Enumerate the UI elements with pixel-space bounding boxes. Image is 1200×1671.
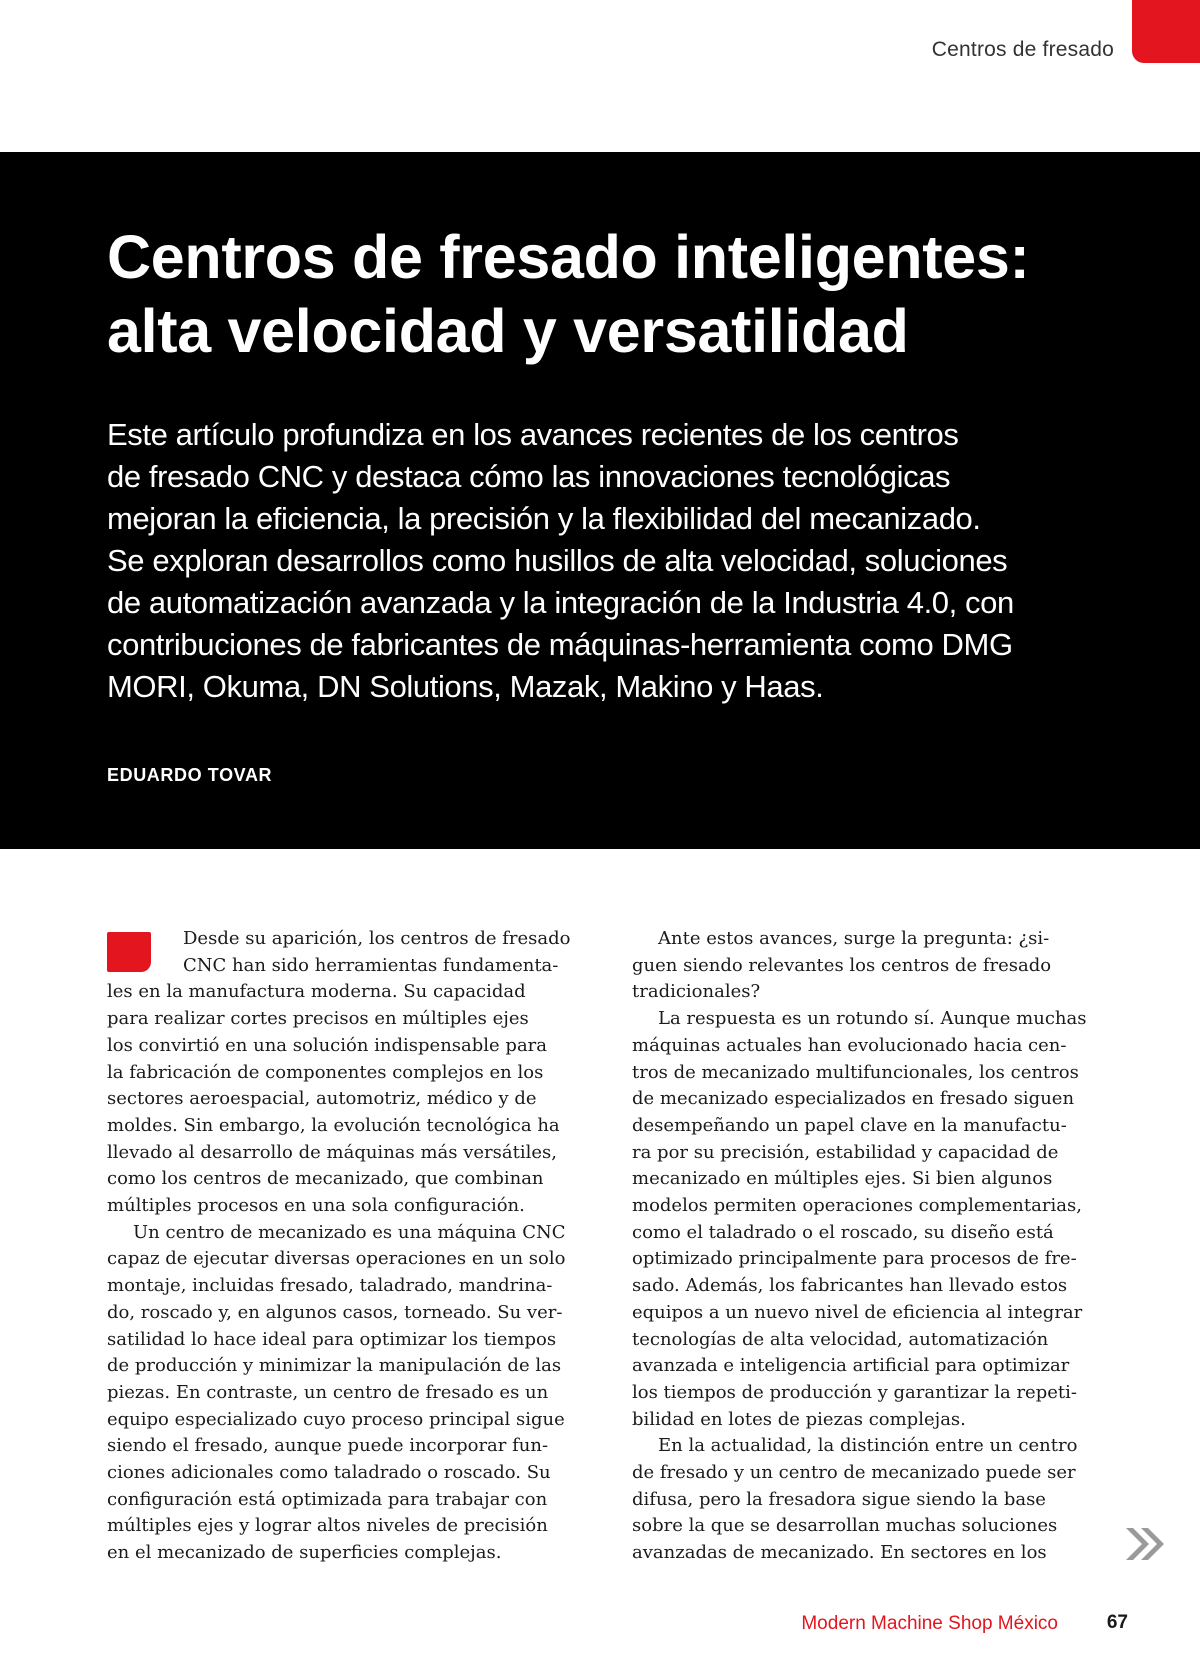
body-line: siendo el fresado, aunque puede incorporar fun- [107, 1435, 549, 1457]
body-line: montaje, incluidas fresado, taladrado, mandrina- [107, 1275, 553, 1297]
body-line: para realizar cortes precisos en múltiples ejes [107, 1008, 529, 1030]
body-line: ra por su precisión, estabilidad y capacidad de [632, 1141, 1059, 1163]
article-title [107, 220, 1107, 368]
body-line: llevado al desarrollo de máquinas más versátiles, [107, 1141, 557, 1163]
body-line: les en la manufactura moderna. Su capacidad [107, 981, 526, 1003]
body-line: de producción y minimizar la manipulación de las [107, 1355, 562, 1377]
footer-magazine-name: Modern Machine Shop México [801, 1613, 1058, 1634]
body-line: Desde su aparición, los centros de fresado [183, 928, 571, 949]
body-line: capaz de ejecutar diversas operaciones en un solo [107, 1248, 566, 1270]
body-line: sado. Además, los fabricantes han llevado estos [632, 1275, 1068, 1297]
body-line: configuración está optimizada para trabajar con [107, 1488, 548, 1510]
body-column-left [107, 926, 597, 1567]
body-line: múltiples procesos en una sola configuración. [107, 1195, 525, 1217]
body-line: CNC han sido herramientas fundamenta- [183, 954, 559, 976]
body-line: los tiempos de producción y garantizar la repeti- [632, 1381, 1077, 1403]
body-line: equipo especializado cuyo proceso principal sigue [107, 1408, 565, 1430]
lede-line: MORI, Okuma, DN Solutions, Mazak, Makino y Haas. [107, 669, 824, 704]
body-line: como el taladrado o el roscado, su diseño está [632, 1221, 1054, 1243]
article-lede [107, 414, 1117, 708]
article-title-line: Centros de fresado inteligentes: [107, 223, 1030, 291]
body-line: piezas. En contraste, un centro de fresado es un [107, 1381, 549, 1403]
body-line: modelos permiten operaciones complementarias, [632, 1195, 1082, 1217]
lede-line: Este artículo profundiza en los avances recientes de los centros [107, 417, 959, 452]
lede-line: contribuciones de fabricantes de máquinas-herramienta como DMG [107, 627, 1013, 662]
body-line: mecanizado en múltiples ejes. Si bien algunos [632, 1168, 1053, 1190]
body-line: avanzada e inteligencia artificial para optimizar [632, 1355, 1070, 1377]
body-line: optimizado principalmente para procesos de fre- [632, 1248, 1077, 1270]
lede-line: de fresado CNC y destaca cómo las innovaciones tecnológicas [107, 459, 951, 494]
article-title-line: alta velocidad y versatilidad [107, 297, 909, 365]
body-line: satilidad lo hace ideal para optimizar los tiempos [107, 1328, 557, 1350]
body-line: sectores aeroespacial, automotriz, médico y de [107, 1088, 537, 1110]
lede-line: Se exploran desarrollos como husillos de alta velocidad, soluciones [107, 543, 1008, 578]
body-line: Ante estos avances, surge la pregunta: ¿si- [658, 928, 1050, 949]
body-line: difusa, pero la fresadora sigue siendo la base [632, 1488, 1046, 1510]
lede-line: de automatización avanzada y la integración de la Industria 4.0, con [107, 585, 1014, 620]
body-line: avanzadas de mecanizado. En sectores en los [632, 1542, 1047, 1564]
page-number: 67 [1106, 1612, 1128, 1633]
body-line: Un centro de mecanizado es una máquina CNC [133, 1221, 566, 1243]
body-column-right [632, 926, 1122, 1567]
body-line: tecnologías de alta velocidad, automatización [632, 1328, 1049, 1350]
double-chevron-right-icon[interactable] [1122, 1524, 1166, 1564]
body-line: La respuesta es un rotundo sí. Aunque muchas [658, 1008, 1087, 1030]
body-line: ciones adicionales como taladrado o roscado. Su [107, 1462, 551, 1484]
section-header: Centros de fresado [931, 38, 1114, 61]
body-line: guen siendo relevantes los centros de fresado [632, 954, 1052, 976]
lede-line: mejoran la eficiencia, la precisión y la flexibilidad del mecanizado. [107, 501, 981, 536]
body-line: equipos a un nuevo nivel de eficiencia al integrar [632, 1301, 1083, 1323]
body-line: los convirtió en una solución indispensable para [107, 1034, 548, 1056]
corner-tab [1132, 0, 1200, 63]
body-line: sobre la que se desarrollan muchas soluciones [632, 1515, 1058, 1537]
body-line: la fabricación de componentes complejos en los [107, 1061, 544, 1083]
body-line: de fresado y un centro de mecanizado puede ser [632, 1462, 1076, 1484]
body-line: múltiples ejes y lograr altos niveles de precisión [107, 1515, 548, 1537]
body-line: desempeñando un papel clave en la manufactu- [632, 1114, 1067, 1136]
body-line: como los centros de mecanizado, que combinan [107, 1168, 544, 1190]
article-author: EDUARDO TOVAR [107, 765, 273, 785]
body-line: do, roscado y, en algunos casos, torneado. Su ver- [107, 1301, 563, 1323]
body-line: tros de mecanizado multifuncionales, los centros [632, 1061, 1079, 1083]
body-line: de mecanizado especializados en fresado siguen [632, 1088, 1075, 1110]
hero-banner [0, 152, 1200, 849]
body-line: en el mecanizado de superficies complejas. [107, 1542, 502, 1564]
body-line: máquinas actuales han evolucionado hacia cen- [632, 1034, 1067, 1056]
body-line: moldes. Sin embargo, la evolución tecnológica ha [107, 1114, 560, 1136]
body-line: bilidad en lotes de piezas complejas. [632, 1408, 966, 1430]
body-line: En la actualidad, la distinción entre un centro [658, 1435, 1078, 1457]
body-line: tradicionales? [632, 981, 761, 1003]
